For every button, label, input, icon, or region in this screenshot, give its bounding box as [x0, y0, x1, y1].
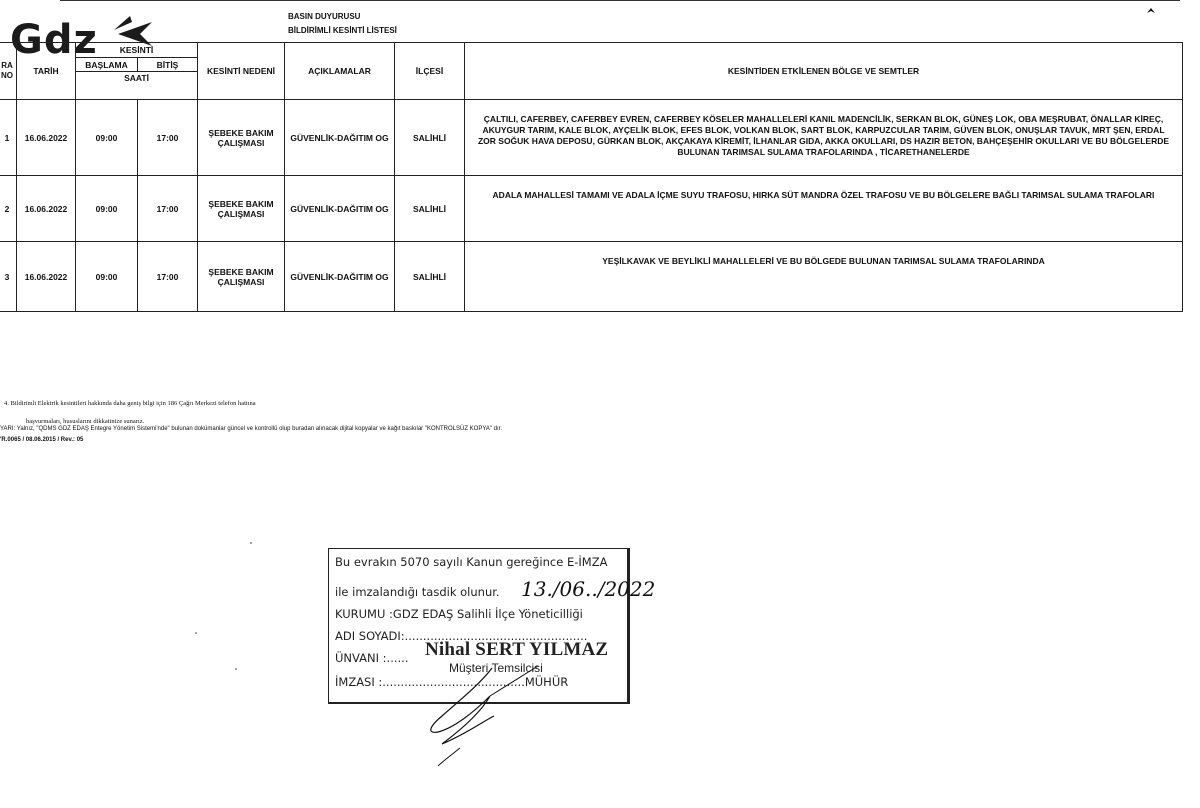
stamp-line-3: KURUMU :GDZ EDAŞ Salihli İlçe Yöneticilliği — [335, 607, 583, 621]
row-aciklama: GÜVENLİK-DAĞITIM OG — [285, 242, 395, 312]
row-ilce: SALİHLİ — [395, 242, 465, 312]
col-sira-label: RA — [1, 61, 13, 70]
row-bitis: 17:00 — [138, 242, 198, 312]
row-neden: ŞEBEKE BAKIM ÇALIŞMASI — [198, 242, 285, 312]
row-tarih: 16.06.2022 — [17, 242, 76, 312]
col-ilce-header: İLÇESİ — [395, 43, 465, 100]
top-rule — [60, 0, 1180, 1]
table-row — [0, 100, 1183, 176]
handwritten-signature-icon — [420, 660, 550, 770]
stamp-handwritten-date: 13./06../2022 — [521, 577, 656, 601]
col-baslama-header: BAŞLAMA — [76, 58, 138, 72]
table-row — [0, 176, 1183, 242]
row-no: 1 — [0, 100, 17, 176]
row-aciklama: GÜVENLİK-DAĞITIM OG — [285, 100, 395, 176]
col-saati-header: SAATİ — [76, 72, 198, 100]
col-tarih-header: TARİH — [17, 43, 76, 100]
stamp-signer-name: Nihal SERT YILMAZ — [425, 639, 609, 660]
document-title — [288, 10, 397, 38]
scan-speck — [250, 542, 252, 544]
col-bitis-header: BİTİŞ — [138, 58, 198, 72]
row-baslama: 09:00 — [76, 100, 138, 176]
row-neden: ŞEBEKE BAKIM ÇALIŞMASI — [198, 176, 285, 242]
row-no: 3 — [0, 242, 17, 312]
scan-speck — [235, 668, 237, 670]
row-bitis: 17:00 — [138, 100, 198, 176]
col-neden-header: KESİNTİ NEDENİ — [198, 43, 285, 100]
stamp-line-1: Bu evrakın 5070 sayılı Kanun gereğince E-İMZA — [335, 555, 608, 569]
stamp-line-5: ÜNVANI :...... — [335, 651, 409, 665]
table-row — [0, 242, 1183, 312]
row-bolge: ÇALTILI, CAFERBEY, CAFERBEY EVREN, CAFERBEY KÖSELER MAHALLELERİ KANIL MADENCİLİK, SERKAN BLOK, GÜNEŞ LOK, OBA MEŞRUBAT, ÖNALLAR KİREÇ, AKUYGUR TARIM, KALE BLOK, AYÇELİK BLOK, EFES BLOK, VOLKAN BLOK, SART BLOK, KARPUZCULAR TARIM, GÜVEN BLOK, ONUŞLAR TAVUK, MRT ŞEN, ERDAL ZOR SOĞUK HAVA DEPOSU, GÜRKAN BLOK, AKÇAKAYA KİREMİT, İLHANLAR GIDA, AKKA OKULLARI, DS HAZIR BETON, BAHÇEŞEHİR OKULLARI VE BU BÖLGELERDE BULUNAN TARIMSAL SULAMA TRAFOLARINDA , TİCARETHANELERDE — [465, 100, 1183, 176]
col-kesinti-header: KESİNTİ — [76, 43, 198, 58]
col-no-label: NO — [1, 71, 13, 80]
note-4: 'R.0065 / 08.06.2015 / Rev.: 05 — [0, 437, 84, 443]
stamp-line-6: İMZASI :.......................................MÜHÜR — [335, 675, 569, 689]
note-1: 4. Bildirimli Elektrik kesintileri hakkında daha geniş bilgi için 186 Çağrı Merkezi telefon hattına — [4, 400, 256, 407]
row-bitis: 17:00 — [138, 176, 198, 242]
col-sira-header — [0, 43, 17, 100]
row-tarih: 16.06.2022 — [17, 100, 76, 176]
row-no: 2 — [0, 176, 17, 242]
col-bolge-header: KESİNTİDEN ETKİLENEN BÖLGE VE SEMTLER — [465, 43, 1183, 100]
logo-text: Gdz — [10, 17, 98, 63]
row-aciklama: GÜVENLİK-DAĞITIM OG — [285, 176, 395, 242]
row-tarih: 16.06.2022 — [17, 176, 76, 242]
row-baslama: 09:00 — [76, 176, 138, 242]
doc-title-line-2: BİLDİRİMLİ KESİNTİ LİSTESİ — [288, 26, 397, 35]
note-3: YARI: Yalnız, "QDMS GDZ EDAŞ Entegre Yönetim Sistemi'nde" bulunan dokümanlar güncel ve kontrollü olup buradan alınacak dijital kopyalar ve kağıt baskılar "KONTROLSÜZ KOPYA" dır. — [0, 426, 503, 432]
row-ilce: SALİHLİ — [395, 176, 465, 242]
row-bolge: ADALA MAHALLESİ TAMAMI VE ADALA İÇME SUYU TRAFOSU, HIRKA SÜT MANDRA ÖZEL TRAFOSU VE BU BÖLGELERE BAĞLI TARIMSAL SULAMA TRAFOLARI — [465, 176, 1183, 242]
corner-mark-icon — [1146, 6, 1156, 16]
row-neden: ŞEBEKE BAKIM ÇALIŞMASI — [198, 100, 285, 176]
note-2: başvurmaları, hususlarını dikkatinize sunarız. — [26, 418, 145, 425]
stamp-line-2: ile imzalandığı tasdik olunur. — [335, 585, 500, 599]
header-row-1 — [0, 43, 1183, 58]
stamp-line-4: ADI SOYADI:.................................................. — [335, 629, 588, 643]
col-aciklama-header: AÇIKLAMALAR — [285, 43, 395, 100]
row-bolge: YEŞİLKAVAK VE BEYLİKLİ MAHALLELERİ VE BU BÖLGEDE BULUNAN TARIMSAL SULAMA TRAFOLARINDA — [465, 242, 1183, 312]
stamp-signer-title: Müşteri Temsilcisi — [449, 661, 543, 675]
row-ilce: SALİHLİ — [395, 100, 465, 176]
scan-speck — [195, 632, 197, 634]
outage-table — [0, 42, 1183, 312]
doc-title-line-1: BASIN DUYURUSU — [288, 12, 361, 21]
row-baslama: 09:00 — [76, 242, 138, 312]
